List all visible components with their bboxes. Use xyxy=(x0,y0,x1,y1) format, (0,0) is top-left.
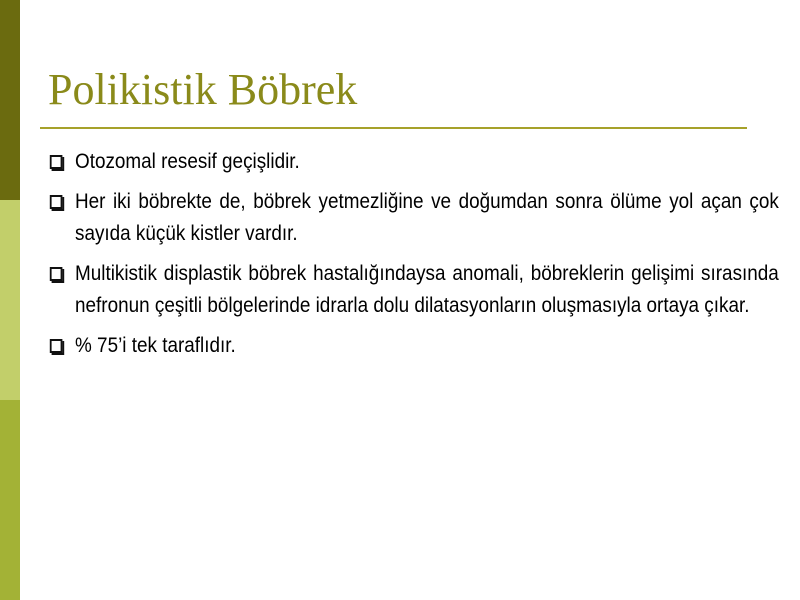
side-bar-segment-bottom xyxy=(0,400,20,600)
bullet-list xyxy=(48,146,779,370)
bullet-item xyxy=(48,330,779,362)
bullet-item xyxy=(48,186,779,250)
bullet-item xyxy=(48,146,779,178)
square-bullet-icon xyxy=(50,339,63,353)
bullet-text: Multikistik displastik böbrek hastalığındaysa anomali, böbreklerin gelişimi sırasında nefronun çeşitli bölgelerinde idrarla dolu dilatasyonların oluşmasıyla ortaya çıkar. xyxy=(75,262,779,317)
bullet-text: % 75’i tek taraflıdır. xyxy=(75,334,236,357)
side-bar-segment-middle xyxy=(0,200,20,400)
side-bar-segment-top xyxy=(0,0,20,200)
slide-title: Polikistik Böbrek xyxy=(48,65,358,114)
square-bullet-icon xyxy=(50,155,63,169)
title-underline xyxy=(40,127,747,129)
bullet-text: Otozomal resesif geçişlidir. xyxy=(75,150,300,173)
decorative-side-bar xyxy=(0,0,20,600)
bullet-item xyxy=(48,258,779,322)
square-bullet-icon xyxy=(50,267,63,281)
square-bullet-icon xyxy=(50,195,63,209)
bullet-text: Her iki böbrekte de, böbrek yetmezliğine ve doğumdan sonra ölüme yol açan çok sayıda küçük kistler vardır. xyxy=(75,190,779,245)
